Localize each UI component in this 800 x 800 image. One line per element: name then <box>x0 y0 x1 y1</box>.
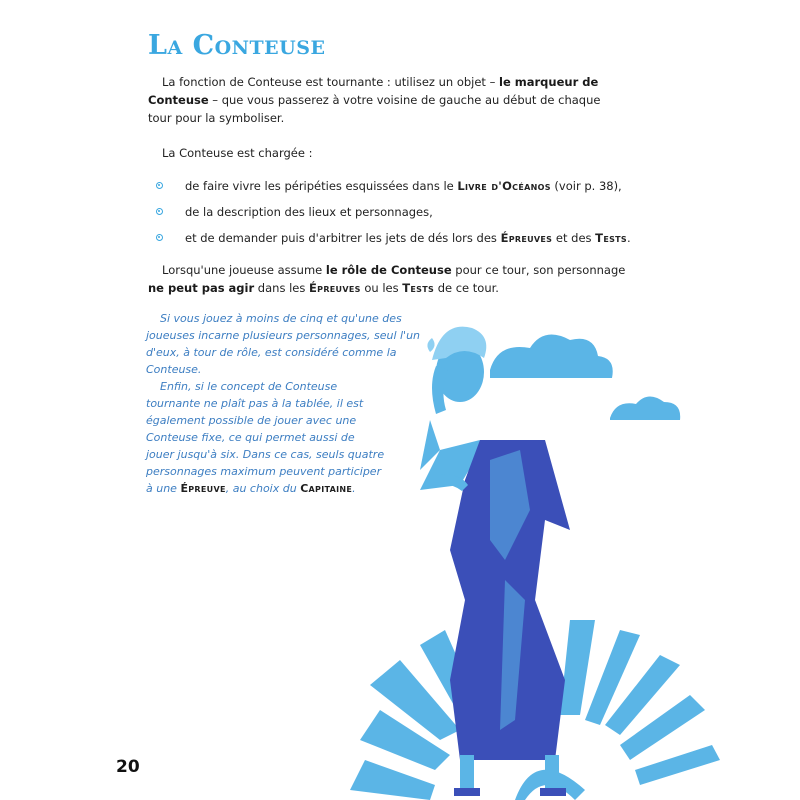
term-tests: Tests <box>595 231 627 245</box>
intro-text: La fonction de Conteuse est tournante : utilisez un objet – <box>162 75 500 89</box>
list-item-text: de faire vivre les péripéties esquissées dans le <box>185 179 458 193</box>
term-epreuves: Épreuves <box>309 281 361 295</box>
book-reference: Livre d'Océanos <box>457 179 551 193</box>
term-epreuves: Épreuves <box>500 231 553 245</box>
aside-text-2: , au choix du <box>225 482 301 495</box>
list-item-text-end: (voir p. 38), <box>550 179 622 193</box>
list-item-text-mid: et des <box>552 231 596 245</box>
rule-text-end: de ce tour. <box>434 281 499 295</box>
term-tests: Tests <box>402 281 435 295</box>
list-item <box>154 225 644 251</box>
aside-note-1: Si vous jouez à moins de cinq et qu'une des joueuses incarne plusieurs personnages, seul l'un d'eux, à tour de rôle, est considéré comme la Conteuse. <box>146 312 421 376</box>
rule-text-4: ou les <box>360 281 403 295</box>
rule-text-2: pour ce tour, son personnage <box>451 263 626 277</box>
aside-text-end: . <box>352 482 356 495</box>
cloud-icon <box>490 335 613 378</box>
aside-text: Enfin, si le concept de Conteuse tournante ne plaît pas à la tablée, il est également possible de jouer avec une Conteuse fixe, ce qui permet aussi de jouer jusqu'à six. Dans ce cas, seuls quatre personnages maximum peuvent participer à une <box>146 380 385 495</box>
page-title: La Conteuse <box>148 30 326 61</box>
duties-intro: La Conteuse est chargée : <box>162 146 313 160</box>
term-capitaine: Capitaine <box>300 482 353 495</box>
circle-bullet-icon <box>156 182 163 189</box>
intro-paragraph <box>148 73 618 127</box>
circle-bullet-icon <box>156 208 163 215</box>
duties-list <box>154 173 644 251</box>
rule-paragraph <box>148 261 628 297</box>
intro-text-end: – que vous passerez à votre voisine de gauche au début de chaque tour pour la symboliser. <box>148 93 601 125</box>
term-epreuve: Épreuve <box>180 482 226 495</box>
list-item <box>154 173 644 199</box>
circle-bullet-icon <box>156 234 163 241</box>
rule-text-3: dans les <box>254 281 310 295</box>
list-item-text-end: . <box>626 231 631 245</box>
list-item <box>154 199 644 225</box>
storyteller-illustration <box>340 300 740 800</box>
rule-text: Lorsqu'une joueuse assume <box>162 263 326 277</box>
role-term: le rôle de Conteuse <box>325 263 452 277</box>
list-item-text: et de demander puis d'arbitrer les jets de dés lors des <box>185 231 501 245</box>
cannot-act-term: ne peut pas agir <box>148 281 255 295</box>
cloud-icon <box>610 396 680 420</box>
page-number: 20 <box>116 757 140 777</box>
marker-term: le marqueur de Conteuse <box>148 75 599 107</box>
list-item-text: de la description des lieux et personnages, <box>185 205 433 219</box>
